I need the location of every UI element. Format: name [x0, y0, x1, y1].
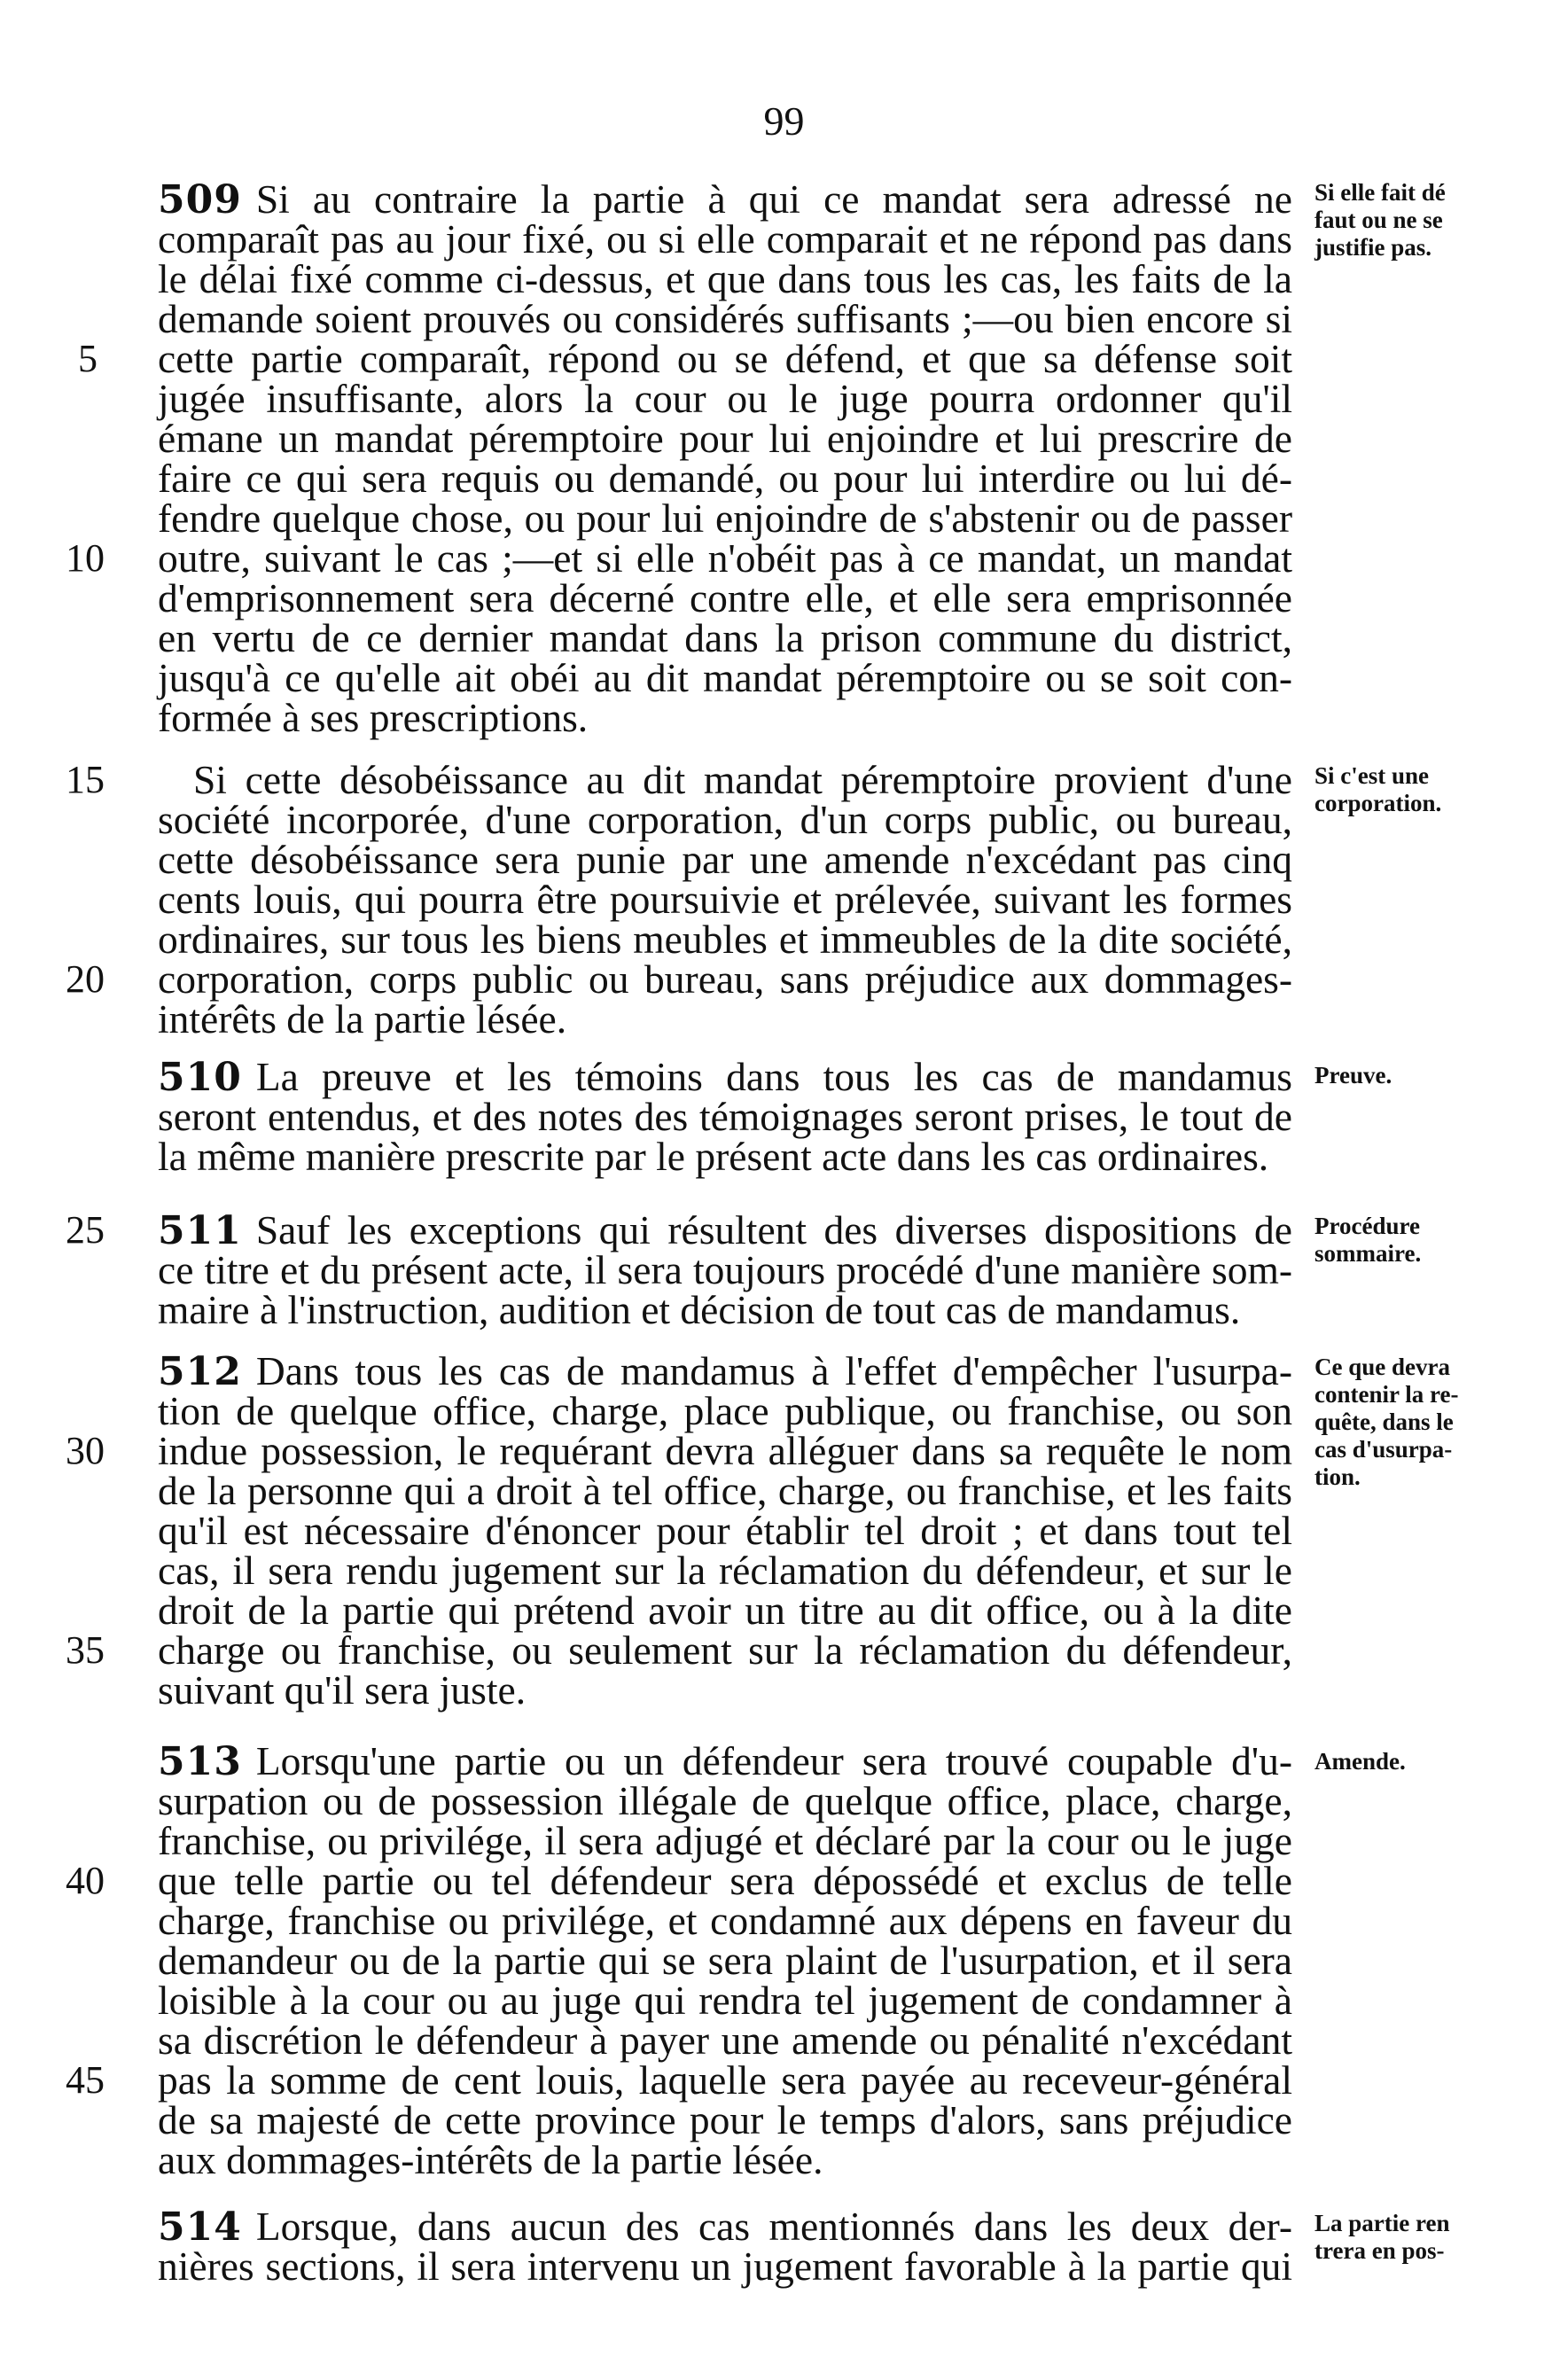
text-line: pas la somme de cent louis, laquelle sera payée au receveur-général	[158, 2057, 1292, 2103]
text-line: loisible à la cour ou au juge qui rendra tel jugement de condamner à	[158, 1978, 1292, 2023]
text-line: franchise, ou privilége, il sera adjugé et déclaré par la cour ou le juge	[158, 1818, 1292, 1863]
text-line: nières sections, il sera intervenu un jugement favorable à la partie qui	[158, 2243, 1292, 2289]
text-line: jugée insuffisante, alors la cour ou le juge pourra ordonner qu'il	[158, 376, 1292, 421]
margin-note: Si elle fait dé faut ou ne se justifie pas.	[1314, 179, 1446, 261]
text-line: de sa majesté de cette province pour le temps d'alors, sans préjudice	[158, 2097, 1292, 2142]
text-line: société incorporée, d'une corporation, d'un corps public, ou bureau,	[158, 797, 1292, 842]
text-line: 509 Si au contraire la partie à qui ce mandat sera adressé ne	[158, 176, 1292, 222]
text-line: émane un mandat péremptoire pour lui enjoindre et lui prescrire de	[158, 416, 1292, 461]
margin-note: Preuve.	[1314, 1062, 1392, 1089]
text-line: la même manière prescrite par le présent acte dans les cas ordinaires.	[158, 1134, 1269, 1179]
text-line: sa discrétion le défendeur à payer une amende ou pénalité n'excédant	[158, 2017, 1292, 2063]
line-number: 5	[78, 337, 98, 380]
section-number: 511	[158, 1208, 242, 1253]
section-number: 513	[158, 1739, 242, 1784]
section-number: 510	[158, 1055, 242, 1100]
text-line: demande soient prouvés ou considérés suffisants ;—ou bien encore si	[158, 296, 1292, 341]
text-line: d'emprisonnement sera décerné contre elle, et elle sera emprisonnée	[158, 575, 1292, 620]
text-line: ce titre et du présent acte, il sera toujours procédé d'une manière som-	[158, 1247, 1292, 1292]
text-line: ordinaires, sur tous les biens meubles et immeubles de la dite société,	[158, 917, 1292, 962]
line-number: 40	[66, 1859, 105, 1902]
line-number: 20	[66, 957, 105, 1001]
text-line: charge ou franchise, ou seulement sur la réclamation du défendeur,	[158, 1627, 1292, 1673]
text-line: qu'il est nécessaire d'énoncer pour établir tel droit ; et dans tout tel	[158, 1508, 1292, 1553]
text-line: charge, franchise ou privilége, et condamné aux dépens en faveur du	[158, 1898, 1292, 1943]
text-line: droit de la partie qui prétend avoir un titre au dit office, ou à la dite	[158, 1588, 1292, 1633]
text-line: 510 La preuve et les témoins dans tous les cas de mandamus	[158, 1054, 1292, 1100]
margin-note: Amende.	[1314, 1748, 1406, 1775]
text-line: tion de quelque office, charge, place publique, ou franchise, ou son	[158, 1388, 1292, 1433]
text-line: le délai fixé comme ci-dessus, et que dans tous les cas, les faits de la	[158, 256, 1292, 301]
section-number: 509	[158, 177, 242, 222]
text-line: suivant qu'il sera juste.	[158, 1667, 527, 1713]
text-line: intérêts de la partie lésée.	[158, 996, 567, 1042]
section-number: 514	[158, 2204, 242, 2250]
line-number: 45	[66, 2058, 105, 2102]
text-line: aux dommages-intérêts de la partie lésée.	[158, 2137, 823, 2182]
section-number: 512	[158, 1349, 242, 1394]
text-line: maire à l'instruction, audition et décision de tout cas de mandamus.	[158, 1287, 1241, 1332]
text-line: en vertu de ce dernier mandat dans la prison commune du district,	[158, 615, 1292, 660]
text-line: faire ce qui sera requis ou demandé, ou pour lui interdire ou lui dé-	[158, 456, 1292, 501]
margin-note: La partie ren trera en pos-	[1314, 2210, 1450, 2264]
text-line: Si cette désobéissance au dit mandat péremptoire provient d'une	[193, 757, 1292, 802]
text-line: cas, il sera rendu jugement sur la réclamation du défendeur, et sur le	[158, 1548, 1292, 1593]
text-line: outre, suivant le cas ;—et si elle n'obéit pas à ce mandat, un mandat	[158, 535, 1292, 581]
line-number: 15	[66, 758, 105, 801]
text-line: formée à ses prescriptions.	[158, 695, 589, 740]
text-line: indue possession, le requérant devra alléguer dans sa requête le nom	[158, 1428, 1292, 1473]
text-line: de la personne qui a droit à tel office, charge, ou franchise, et les faits	[158, 1468, 1292, 1513]
text-line: jusqu'à ce qu'elle ait obéi au dit mandat péremptoire ou se soit con-	[158, 655, 1292, 700]
line-number: 35	[66, 1628, 105, 1672]
text-line: seront entendus, et des notes des témoignages seront prises, le tout de	[158, 1094, 1292, 1139]
text-line: 512 Dans tous les cas de mandamus à l'effet d'empêcher l'usurpa-	[158, 1348, 1292, 1394]
margin-note: Procédure sommaire.	[1314, 1213, 1422, 1267]
text-line: surpation ou de possession illégale de quelque office, place, charge,	[158, 1778, 1292, 1823]
text-line: corporation, corps public ou bureau, sans préjudice aux dommages-	[158, 956, 1292, 1002]
text-line: demandeur ou de la partie qui se sera plaint de l'usurpation, et il sera	[158, 1938, 1292, 1983]
text-line: 514 Lorsque, dans aucun des cas mentionnés dans les deux der-	[158, 2204, 1292, 2250]
margin-note: Ce que devra contenir la re- quête, dans le cas d'usurpa- tion.	[1314, 1354, 1459, 1490]
text-line: fendre quelque chose, ou pour lui enjoindre de s'abstenir ou de passer	[158, 496, 1292, 541]
margin-note: Si c'est une corporation.	[1314, 762, 1442, 816]
page-number: 99	[763, 98, 805, 144]
line-number: 30	[66, 1429, 105, 1472]
text-line: 513 Lorsqu'une partie ou un défendeur sera trouvé coupable d'u-	[158, 1738, 1292, 1784]
line-number: 10	[66, 536, 105, 580]
text-line: cents louis, qui pourra être poursuivie et prélevée, suivant les formes	[158, 877, 1292, 922]
line-number: 25	[66, 1208, 105, 1252]
text-line: cette partie comparaît, répond ou se défend, et que sa défense soit	[158, 336, 1292, 381]
text-line: 511 Sauf les exceptions qui résultent des diverses dispositions de	[158, 1207, 1292, 1253]
text-line: que telle partie ou tel défendeur sera dépossédé et exclus de telle	[158, 1858, 1292, 1903]
text-line: comparaît pas au jour fixé, ou si elle comparait et ne répond pas dans	[158, 216, 1292, 261]
text-line: cette désobéissance sera punie par une amende n'excédant pas cinq	[158, 837, 1292, 882]
